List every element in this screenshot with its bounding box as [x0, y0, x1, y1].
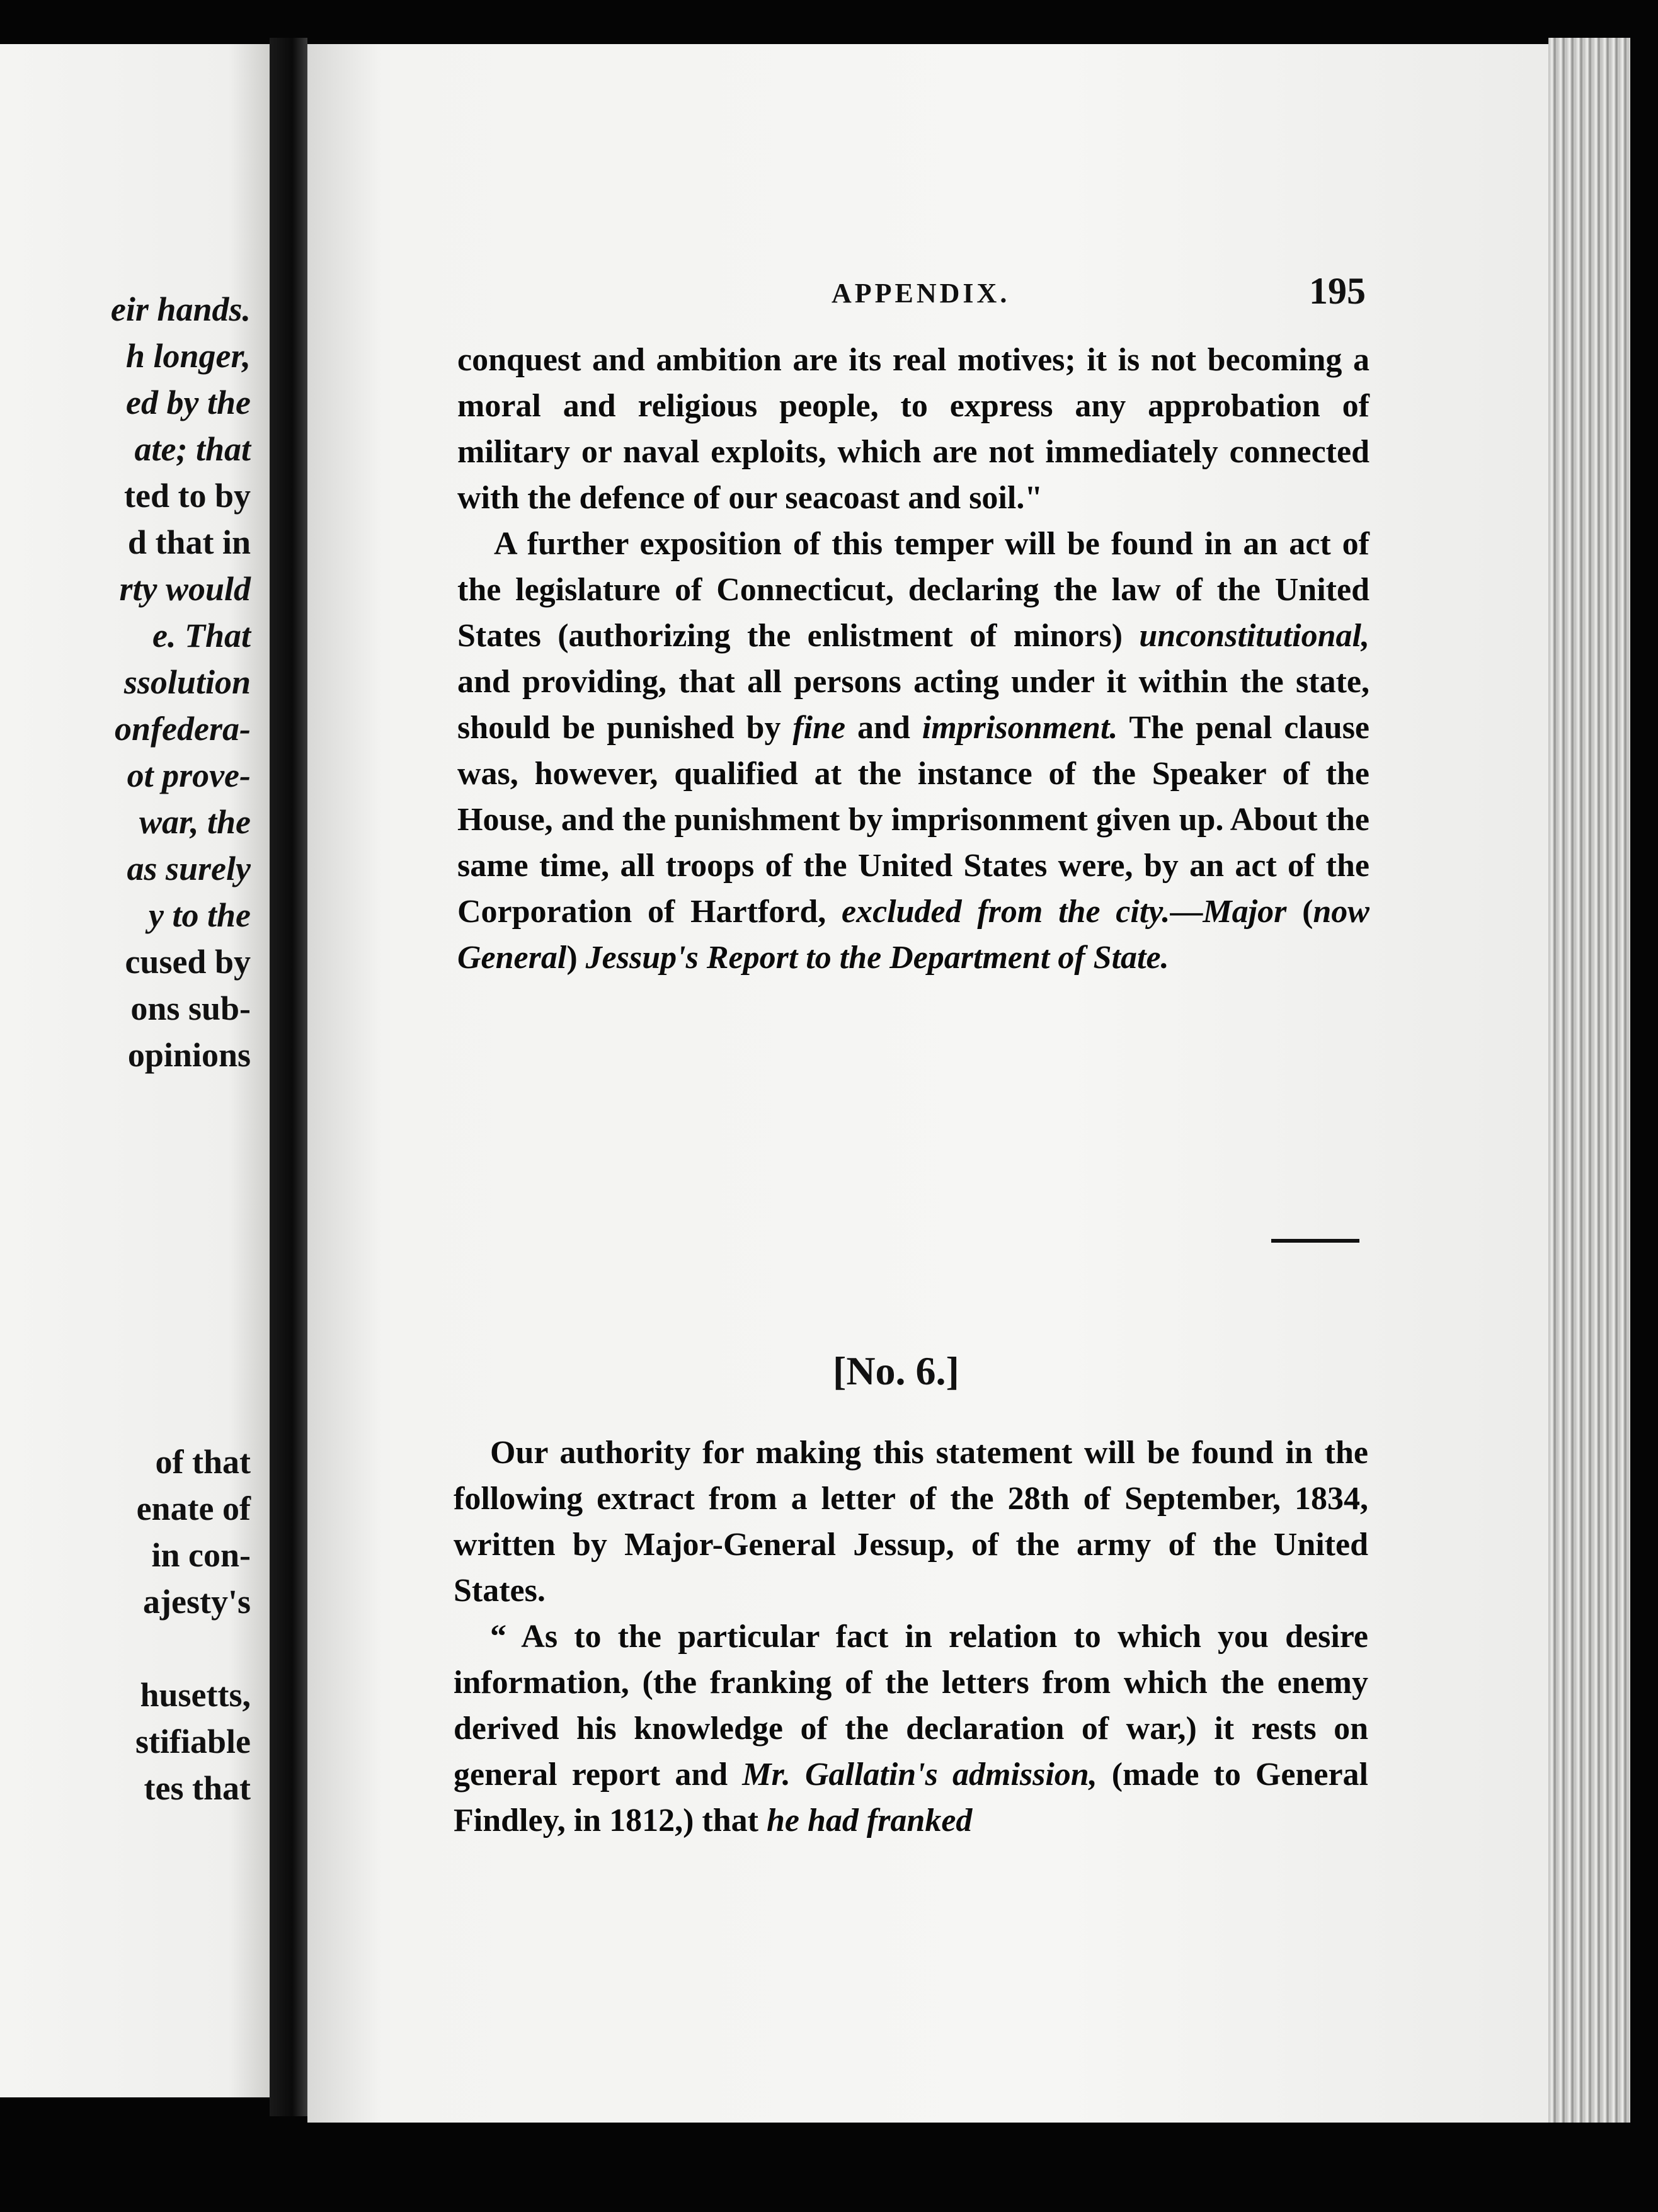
page-number: 195 [1309, 270, 1366, 312]
page-edges [1548, 38, 1630, 2123]
paragraph-continuation: conquest and ambition are its real motives; it is not becoming a moral and religious people, to express any approbation of military or naval exploits, which are not immediately connected with the defence of our seacoast and soil." [457, 342, 1369, 516]
left-page-line: h longer, [125, 337, 251, 375]
left-page-line: opinions [127, 1036, 251, 1074]
section-heading-no-6: [No. 6.] [833, 1348, 959, 1393]
left-page-line: ot prove- [127, 756, 251, 794]
left-page-line: rty would [119, 570, 251, 608]
paragraph-authority: Our authority for making this statement will be found in the following extract from a letter of the 28th of September, 1834, written by Major-General Jessup, of the army of the United States. [454, 1435, 1368, 1609]
left-page-line: ons sub- [130, 989, 251, 1027]
left-page-line: of that [155, 1443, 251, 1481]
left-page-line: onfedera- [115, 710, 251, 748]
left-page-line: tes that [144, 1769, 251, 1807]
section-divider-rule [1271, 1239, 1359, 1243]
paragraph-connecticut-act: A further exposition of this temper will be found in an act of the legislature of Connecticut, declaring the law of the United States (authorizing the enlistment of minors) unconstitutional, and providing, that all persons acting under it within the state, should be punished by fine and imprisonment. The penal clause was, however, qualified at the instance of the Speaker of the House, and the punishment by imprisonment given up. About the same time, all troops of the United States were, by an act of the Corporation of Hartford, excluded from the city.—Major (now General) Jessup's Report to the Department of State. [457, 526, 1370, 976]
left-page-line: ate; that [134, 430, 251, 468]
paragraph-quotation: “ As to the particular fact in relation to which you desire information, (the franking of the letters from which the enemy derived his knowledge of the declaration of war,) it rests on general report and Mr. Gallatin's admission, (made to General Findley, in 1812,) that he had franked [454, 1619, 1368, 1839]
left-page-line: in con- [151, 1536, 251, 1574]
left-page-line: ssolution [123, 663, 251, 701]
main-text-section-1 [457, 337, 1369, 981]
book-gutter [270, 38, 307, 2116]
left-page-line: as surely [127, 850, 251, 887]
left-page-line: enate of [136, 1490, 251, 1527]
left-page-line: y to the [149, 896, 251, 934]
running-head: APPENDIX. [832, 278, 1010, 309]
left-page-line: d that in [127, 523, 251, 561]
facing-page-left [0, 44, 270, 2097]
left-page-line: ajesty's [143, 1583, 251, 1621]
left-page-line: war, the [139, 803, 251, 841]
left-page-line: ed by the [126, 384, 251, 421]
left-page-line: eir hands. [110, 290, 251, 328]
left-page-line: stifiable [135, 1723, 251, 1760]
left-page-line: husetts, [140, 1676, 251, 1714]
left-page-line: e. That [152, 617, 251, 654]
left-page-line: ted to by [124, 477, 251, 515]
left-page-line: cused by [125, 943, 251, 981]
main-text-section-2 [454, 1430, 1368, 1844]
